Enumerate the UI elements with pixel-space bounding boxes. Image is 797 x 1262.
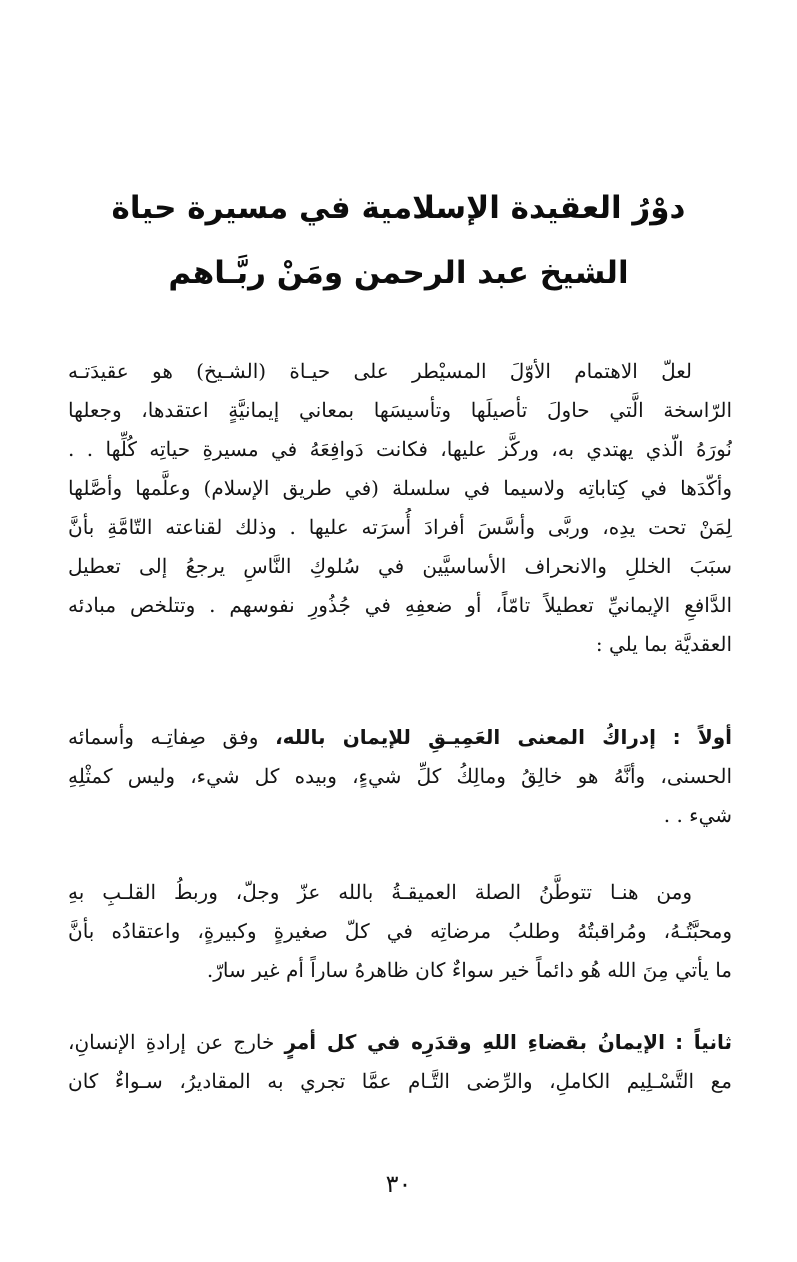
text-line: سبَبَ الخللِ والانحراف الأساسيَّين في سُلوكِ النَّاسِ يرجعُ إلى تعطيل <box>68 554 732 578</box>
text-line <box>68 1023 732 1062</box>
text-line <box>68 718 732 757</box>
text-line: نُورَهُ الّذي يهتدي به، وركَّز عليها، فكانت دَوافِعَهُ في مسيرةِ حياتِه كُلِّها . . <box>68 437 732 461</box>
principle-heading: إدراكُ المعنى العَمِيـقِ للإيمان بالله، <box>275 725 656 749</box>
text-line: وأكّدَها في كِتاباتِه ولاسيما في سلسلة (في طريق الإسلام) وعلَّمها وأصَّلها <box>68 476 732 500</box>
paragraph-consequence <box>68 873 732 990</box>
text-line: الدَّافعِ الإيمانيِّ تعطيلاً تامّاً، أو ضعفِهِ في جُذُورِ نفوسهم . وتتلخص مبادئه <box>68 593 732 617</box>
text-line: شيء . . <box>663 803 732 827</box>
text-fragment: خارج عن إرادةِ الإنسانِ، <box>68 1030 275 1054</box>
page-number: ٣٠ <box>385 1170 412 1198</box>
text-line: ما يأتي مِنَ الله هُو دائماً خير سواءٌ كان ظاهرهُ ساراً أم غير سارّ. <box>206 958 732 982</box>
text-line: مع التَّسْـلِيم الكاملِ، والرِّضى التَّـام عمَّا تجري به المقاديرُ، سـواءٌ كان <box>68 1069 732 1093</box>
paragraph-second-principle <box>68 1023 732 1101</box>
text-line: العقديَّة بما يلي : <box>595 632 732 656</box>
chapter-title-line-2: الشيخ عبد الرحمن ومَنْ ربَّـاهم <box>168 255 629 291</box>
paragraph-intro <box>68 352 732 664</box>
text-line: الحسنى، وأنَّهُ هو خالِقُ ومالِكُ كلِّ شيءٍ، وبيده كل شيء، وليس كمثْلِهِ <box>68 764 732 788</box>
text-fragment: وفق صِفاتِـه وأسمائه <box>68 725 259 749</box>
text-line: لعلّ الاهتمام الأوّلَ المسيْطر على حيـاة (الشـيخ) هو عقيدَتـه <box>68 359 692 383</box>
principle-label: ثانياً : <box>675 1030 732 1054</box>
paragraph-first-principle <box>68 718 732 835</box>
text-line: ومحبَّتُـهُ، ومُراقبتُهُ وطلبُ مرضاتِه في كلّ صغيرةٍ وكبيرةٍ، واعتقادُه بأنَّ <box>68 919 732 943</box>
text-line: ومن هنـا تتوطَّنُ الصلة العميقـةُ بالله عزّ وجلّ، وربطُ القلـبِ بهِ <box>68 880 692 904</box>
text-line: الرّاسخة الَّتي حاولَ تأصيلَها وتأسيسَها بمعاني إيمانيَّةٍ اعتقدها، وجعلها <box>68 398 732 422</box>
chapter-title-line-1: دوْرُ العقيدة الإسلامية في مسيرة حياة <box>111 190 686 226</box>
principle-label: أولاً : <box>672 725 732 749</box>
principle-heading: الإيمانُ بقضاءِ اللهِ وقدَرِه في كل أمرٍ <box>284 1030 665 1054</box>
text-line: لِمَنْ تحت يدِه، وربَّى وأسَّسَ أفرادَ أُسرَته عليها . وذلك لقناعته التّامَّةِ بأنَّ <box>68 515 732 539</box>
